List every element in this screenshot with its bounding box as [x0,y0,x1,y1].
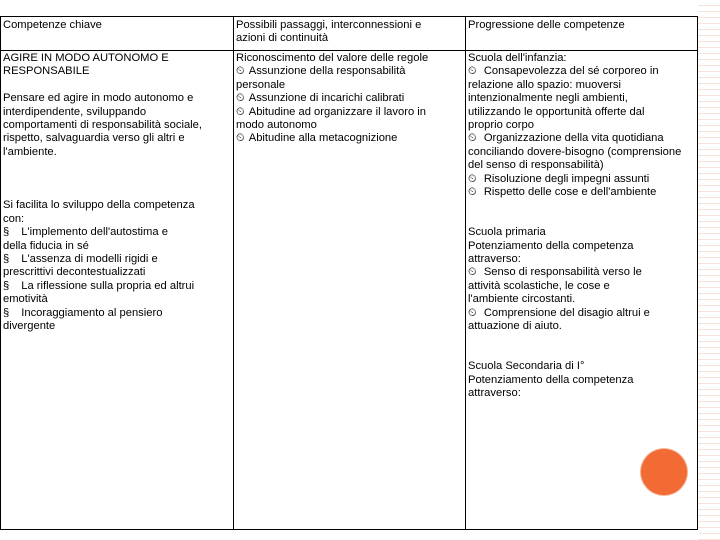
passage-intro: Riconoscimento del valore delle regole [236,52,429,64]
section-subtitle: attraverso: [468,253,521,266]
progression-text: Rispetto delle cose e dell'ambiente [483,186,657,199]
progression-text: Senso di responsabilità verso le [483,266,642,279]
bullet-text: Incoraggiamento al pensiero [21,306,163,319]
decorative-orange-circle [641,449,687,495]
header-label: Competenze chiave [3,19,102,31]
competence-title: AGIRE IN MODO AUTONOMO E [3,52,169,64]
clock-icon: ⏲ [468,172,477,185]
col-competenze-chiave [1,51,234,529]
progression-item [468,132,695,145]
clock-icon: ⏲ [236,132,245,145]
progression-text: relazione allo spazio: muoversi [468,78,621,91]
section-title-secondaria: Scuola Secondaria di I° [468,360,585,373]
passage-text: Assunzione di incarichi calibrati [248,92,405,105]
header-competenze-chiave [1,17,234,51]
bullet-text: della fiducia in sé [3,239,89,252]
passage-text: Abitudine alla metacognizione [248,132,398,145]
section-title-primaria: Scuola primaria [468,226,546,239]
progression-text: Risoluzione degli impegni assunti [483,172,650,185]
col-passaggi [234,51,466,529]
progression-text: Comprensione del disagio altrui e [483,306,650,319]
bullet-icon: § [3,226,10,239]
facilitation-intro: con: [3,212,25,225]
bullet-item [3,226,231,239]
header-passaggi [234,17,466,51]
bullet-item [3,280,231,293]
clock-icon: ⏲ [468,65,477,78]
progression-text: proprio corpo [468,119,534,132]
progression-text: Consapevolezza del sé corporeo in [483,65,659,78]
competence-description: interdipendente, sviluppando [3,105,147,118]
section-subtitle: Potenziamento della competenza [468,373,634,386]
passage-text: personale [236,78,286,91]
header-label: Possibili passaggi, interconnessioni e azioni di continuità [236,19,422,45]
section-title-infanzia: Scuola dell'infanzia: [468,52,567,64]
progression-text: intenzionalmente negli ambienti, [468,92,628,105]
clock-icon: ⏲ [236,105,245,118]
bullet-text: La riflessione sulla propria ed altrui [21,279,195,292]
bullet-text: divergente [3,320,56,333]
bullet-icon: § [3,279,10,292]
progression-item [468,307,695,320]
competence-table [0,16,698,530]
section-subtitle: attraverso: [468,387,521,400]
progression-item [468,173,695,186]
bullet-text: prescrittivi decontestualizzati [3,266,146,279]
section-subtitle: Potenziamento della competenza [468,239,634,252]
competence-description: comportamenti di responsabilità sociale, [3,119,202,132]
progression-item [468,65,695,78]
competence-title: RESPONSABILE [3,65,90,78]
passage-item [236,92,463,105]
bullet-text: L'assenza di modelli rigidi e [21,253,158,266]
progression-text: conciliando dovere-bisogno (comprensione [468,145,682,158]
bullet-text: emotività [3,293,48,306]
clock-icon: ⏲ [468,266,477,279]
clock-icon: ⏲ [468,186,477,199]
competence-description: l'ambiente. [3,145,57,158]
clock-icon: ⏲ [236,92,245,105]
passage-item [236,106,463,119]
clock-icon: ⏲ [468,306,477,319]
progression-text: attuazione di aiuto. [468,320,562,333]
bullet-item [3,253,231,266]
progression-item [468,186,695,199]
clock-icon: ⏲ [468,132,477,145]
passage-item [236,132,463,145]
bullet-icon: § [3,253,10,266]
competence-description: rispetto, salvaguardia verso gli altri e [3,132,185,145]
facilitation-intro: Si facilita lo sviluppo della competenza [3,199,195,212]
passage-text: Assunzione della responsabilità [248,65,406,78]
progression-text: Organizzazione della vita quotidiana [483,132,664,145]
competence-description: Pensare ed agire in modo autonomo e [3,92,194,105]
progression-text: l'ambiente circostanti. [468,293,576,306]
progression-text: attività scolastiche, le cose e [468,279,610,292]
progression-text: utilizzando le opportunità offerte dal [468,105,645,118]
bullet-icon: § [3,306,10,319]
header-progressione [466,17,697,51]
clock-icon: ⏲ [236,65,245,78]
passage-text: modo autonomo [236,119,317,132]
progression-item [468,266,695,279]
bullet-item [3,307,231,320]
progression-text: del senso di responsabilità) [468,159,604,172]
passage-text: Abitudine ad organizzare il lavoro in [248,105,426,118]
passage-item [236,65,463,78]
decorative-edge-lines [698,0,720,540]
header-label: Progressione delle competenze [468,19,625,31]
bullet-text: L'implemento dell'autostima e [21,226,168,239]
